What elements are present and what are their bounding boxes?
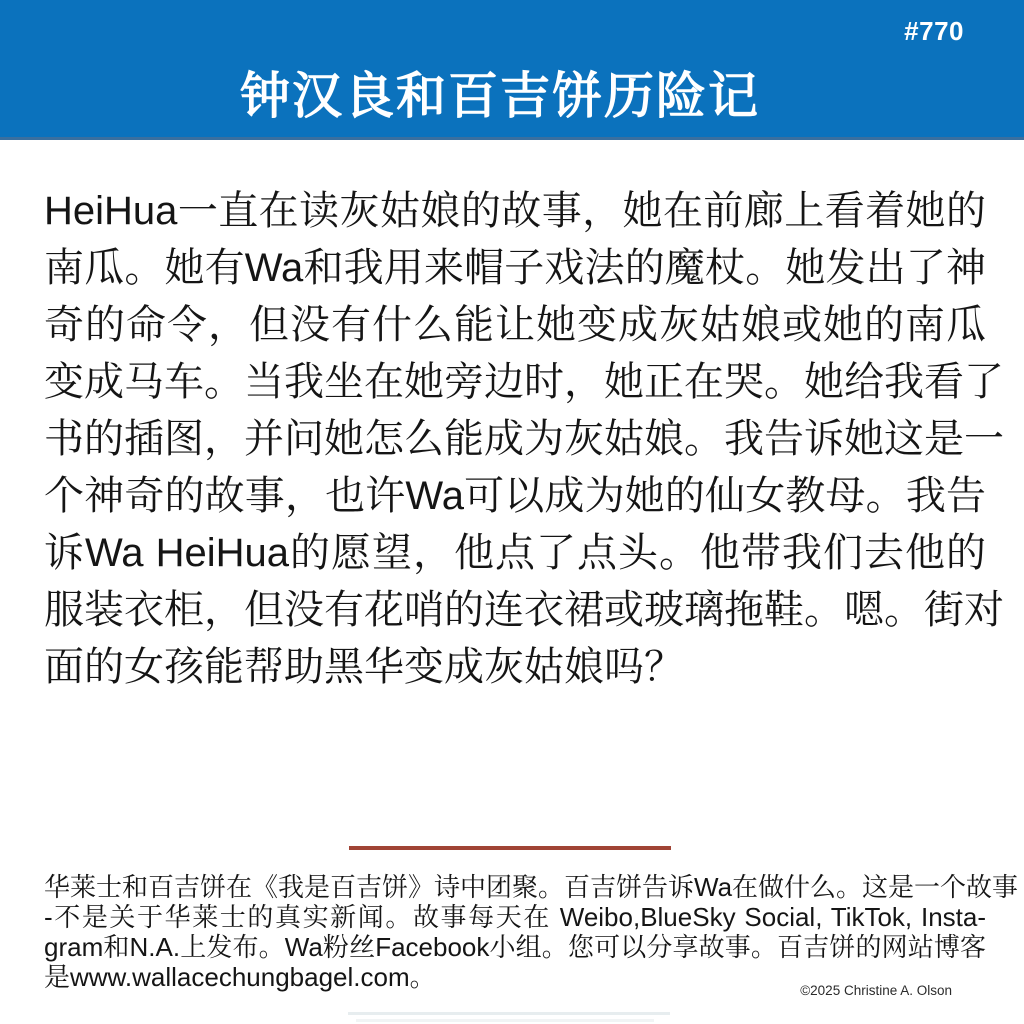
story-line: 变成马车。当我坐在她旁边时，她正在哭。她给我看了 [44, 360, 1004, 404]
header-banner [0, 0, 1024, 140]
story-line: 书的插图，并问她怎么能成为灰姑娘。我告诉她这是一 [44, 417, 1004, 461]
story-line: 面的女孩能帮助黑华变成灰姑娘吗？ [44, 645, 684, 689]
story-line: 诉Wa HeiHua的愿望，他点了点头。他带我们去他的 [44, 531, 986, 575]
story-text [44, 183, 1004, 696]
footer-about-text [44, 872, 1019, 992]
story-line: 南瓜。她有Wa和我用来帽子戏法的魔杖。她发出了神 [44, 246, 986, 290]
story-line: 个神奇的故事，也许Wa可以成为她的仙女教母。我告 [44, 474, 986, 518]
copyright-notice: ©2025 Christine A. Olson [800, 983, 952, 998]
issue-number: #770 [904, 16, 964, 46]
footer-line: -不是关于华莱士的真实新闻。故事每天在 Weibo,BlueSky Social, TikTok, Insta- [44, 902, 986, 932]
story-line: HeiHua一直在读灰姑娘的故事，她在前廊上看着她的 [44, 189, 986, 233]
page-title: 钟汉良和百吉饼历险记 [240, 68, 760, 124]
footer-line: 华莱士和百吉饼在《我是百吉饼》诗中团聚。百吉饼告诉Wa在做什么。这是一个故事 [44, 872, 1019, 902]
bottom-accent-bar-secondary [356, 1019, 654, 1022]
story-line: 奇的命令，但没有什么能让她变成灰姑娘或她的南瓜 [44, 303, 986, 347]
red-divider-line [349, 846, 671, 850]
footer-line: 是www.wallacechungbagel.com。 [44, 962, 436, 992]
bottom-accent-bar [348, 1012, 670, 1015]
story-line: 服装衣柜，但没有花哨的连衣裙或玻璃拖鞋。嗯。街对 [44, 588, 1004, 632]
footer-line: gram和N.A.上发布。Wa粉丝Facebook小组。您可以分享故事。百吉饼的网站博客 [44, 932, 986, 962]
